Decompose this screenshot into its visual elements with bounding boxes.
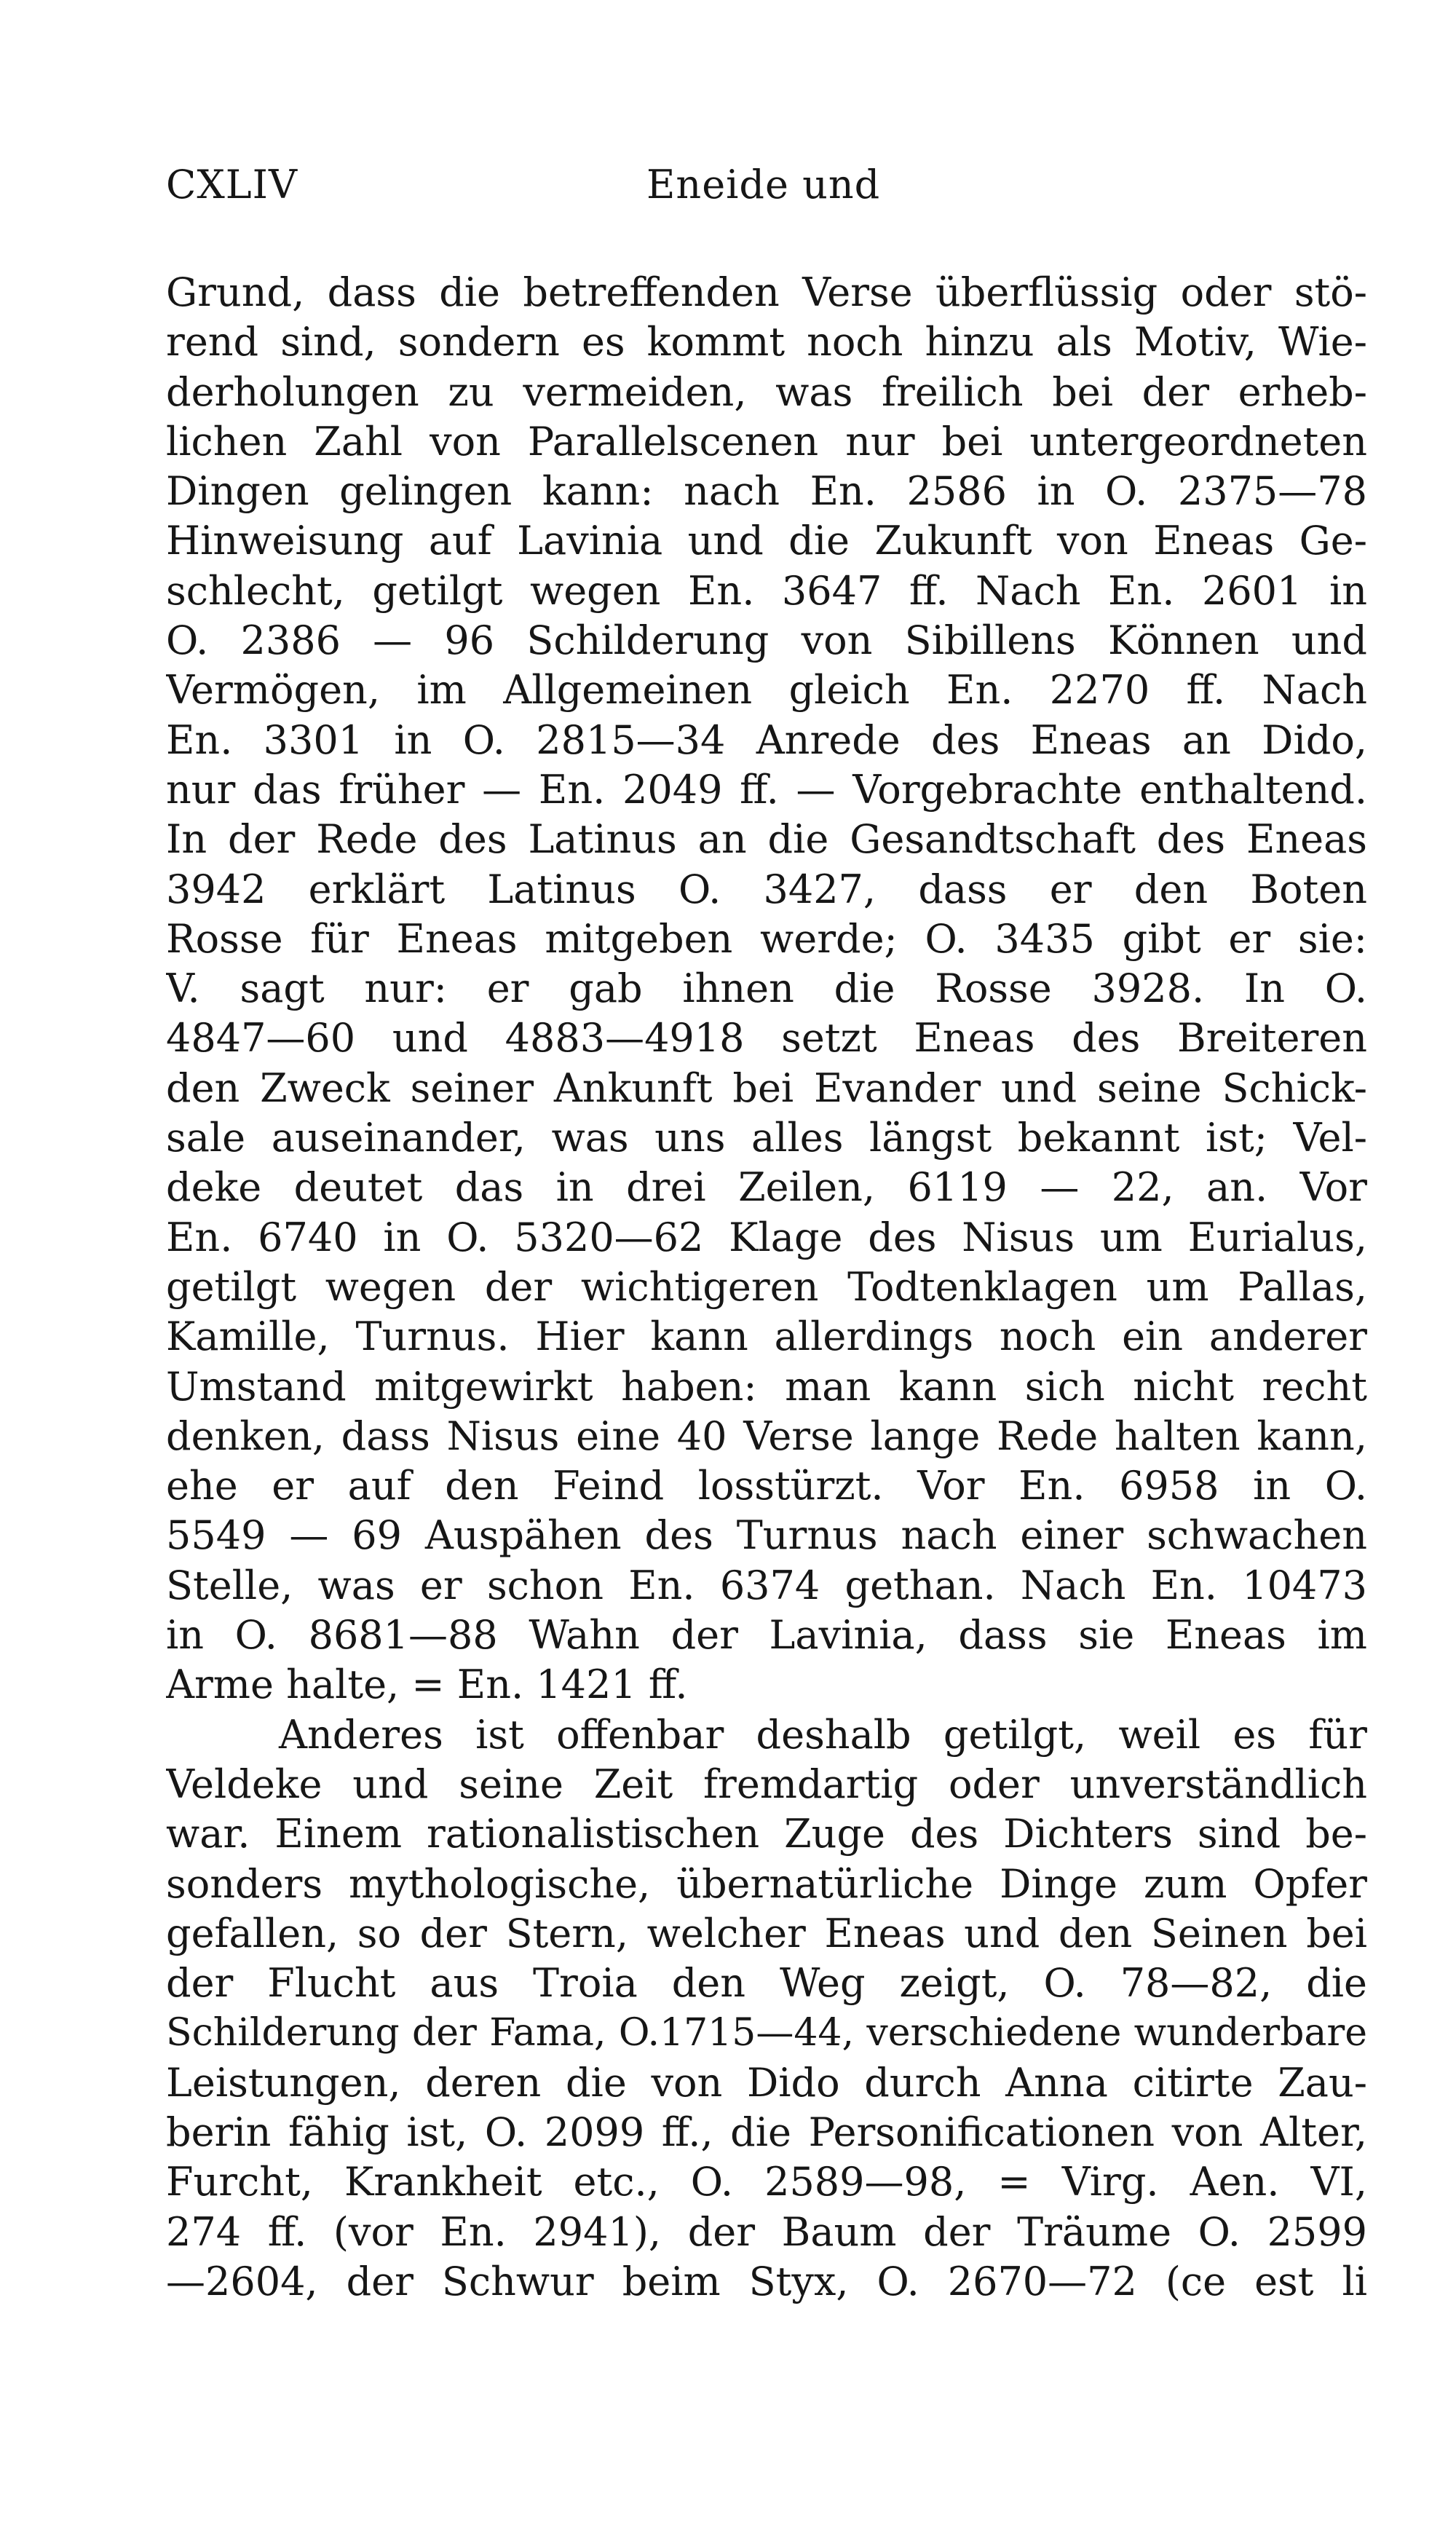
text-line: Hinweisung auf Lavinia und die Zukunft von Eneas Ge-: [166, 518, 1367, 564]
text-line: 4847—60 und 4883—4918 setzt Eneas des Breiteren: [166, 1015, 1367, 1062]
text-line: Leistungen, deren die von Dido durch Anna citirte Zau-: [166, 2059, 1367, 2106]
text-line: in O. 8681—88 Wahn der Lavinia, dass sie Eneas im: [166, 1612, 1367, 1659]
text-line: sale auseinander, was uns alles längst bekannt ist; Vel-: [166, 1115, 1367, 1161]
text-line: Veldeke und seine Zeit fremdartig oder unverständlich: [166, 1761, 1367, 1807]
text-line: denken, dass Nisus eine 40 Verse lange Rede halten kann,: [166, 1413, 1367, 1459]
text-line: 5549 — 69 Auspähen des Turnus nach einer schwachen: [166, 1512, 1367, 1559]
text-line: rend sind, sondern es kommt noch hinzu als Motiv, Wie-: [166, 319, 1367, 366]
text-line: En. 6740 in O. 5320—62 Klage des Nisus um Eurialus,: [166, 1214, 1367, 1260]
page-header: [166, 162, 1367, 220]
text-line: lichen Zahl von Parallelscenen nur bei untergeordneten: [166, 418, 1367, 465]
text-line: deke deutet das in drei Zeilen, 6119 — 22, an. Vor: [166, 1164, 1367, 1211]
page-number: CXLIV: [166, 162, 298, 208]
text-line: ehe er auf den Feind losstürzt. Vor En. 6958 in O.: [166, 1463, 1367, 1509]
text-line: Arme halte, = En. 1421 ff.: [166, 1662, 688, 1708]
text-line: derholungen zu vermeiden, was freilich bei der erheb-: [166, 368, 1367, 415]
text-line: Schilderung der Fama, O.1715—44, verschiedene wunderbare: [166, 2011, 1367, 2055]
text-line: In der Rede des Latinus an die Gesandtschaft des Eneas: [166, 816, 1367, 863]
text-line: der Flucht aus Troia den Weg zeigt, O. 78—82, die: [166, 1960, 1367, 2007]
text-line: Furcht, Krankheit etc., O. 2589—98, = Virg. Aen. VI,: [166, 2159, 1367, 2205]
text-line: Umstand mitgewirkt haben: man kann sich nicht recht: [166, 1363, 1367, 1410]
text-line: Anderes ist offenbar deshalb getilgt, weil es für: [279, 1711, 1367, 1758]
text-line: V. sagt nur: er gab ihnen die Rosse 3928. In O.: [166, 965, 1367, 1012]
text-line: Rosse für Eneas mitgeben werde; O. 3435 gibt er sie:: [166, 915, 1367, 962]
paragraph-2: [166, 1710, 1367, 2307]
text-line: Kamille, Turnus. Hier kann allerdings noch ein anderer: [166, 1314, 1367, 1360]
text-line: berin fähig ist, O. 2099 ff., die Personificationen von Alter,: [166, 2109, 1367, 2155]
body-text: [166, 268, 1367, 2307]
text-line: sonders mythologische, übernatürliche Dinge zum Opfer: [166, 1860, 1367, 1907]
paragraph-1: [166, 268, 1367, 1710]
text-line: 3942 erklärt Latinus O. 3427, dass er den Boten: [166, 866, 1367, 912]
text-line: —2604, der Schwur beim Styx, O. 2670—72 (ce est li: [166, 2258, 1367, 2304]
text-line: En. 3301 in O. 2815—34 Anrede des Eneas an Dido,: [166, 716, 1367, 763]
text-line: 274 ff. (vor En. 2941), der Baum der Träume O. 2599: [166, 2208, 1367, 2255]
running-title: Eneide und: [646, 162, 881, 208]
text-line: gefallen, so der Stern, welcher Eneas und den Seinen bei: [166, 1910, 1367, 1956]
text-line: nur das früher — En. 2049 ff. — Vorgebrachte enthaltend.: [166, 766, 1367, 813]
text-line: den Zweck seiner Ankunft bei Evander und seine Schick-: [166, 1064, 1367, 1111]
text-line: Vermögen, im Allgemeinen gleich En. 2270 ff. Nach: [166, 667, 1367, 714]
text-line: Stelle, was er schon En. 6374 gethan. Nach En. 10473: [166, 1562, 1367, 1608]
text-line: Dingen gelingen kann: nach En. 2586 in O. 2375—78: [166, 468, 1367, 515]
text-line: war. Einem rationalistischen Zuge des Dichters sind be-: [166, 1811, 1367, 1857]
text-line: schlecht, getilgt wegen En. 3647 ff. Nach En. 2601 in: [166, 567, 1367, 614]
text-line: getilgt wegen der wichtigeren Todtenklagen um Pallas,: [166, 1263, 1367, 1310]
text-line: Grund, dass die betreffenden Verse überflüssig oder stö-: [166, 269, 1367, 315]
text-line: O. 2386 — 96 Schilderung von Sibillens Können und: [166, 617, 1367, 664]
